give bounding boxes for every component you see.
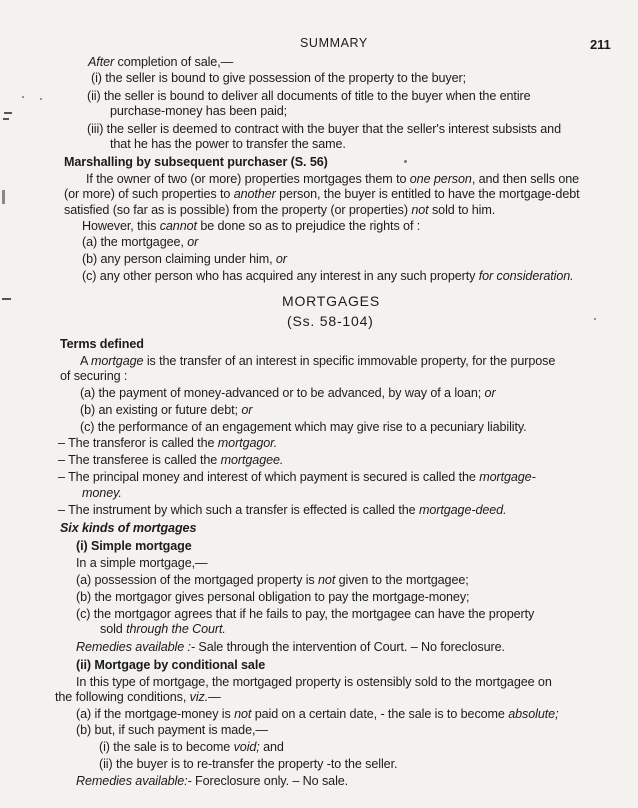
text-segment: (c) the performance of an engagement which may give rise to a pecuniary liability.	[80, 420, 527, 434]
text-line	[80, 402, 252, 418]
text-segment: or	[484, 386, 496, 400]
text-segment: mortgagee.	[220, 453, 284, 467]
text-line	[58, 452, 283, 468]
text-line	[91, 70, 466, 86]
text-segment: —	[208, 690, 221, 704]
scan-speck	[404, 160, 407, 163]
text-segment: paid on a certain date, - the sale is to become	[251, 707, 509, 721]
text-segment: (iii) the seller is deemed to contract with the buyer that the seller's interest subsists and	[87, 122, 561, 136]
text-segment: or	[241, 403, 253, 417]
text-segment: or	[275, 252, 287, 266]
text-segment: (i) the seller is bound to give possession of the property to the buyer;	[91, 71, 467, 85]
text-segment: cannot	[159, 219, 197, 233]
text-segment: MORTGAGES	[282, 293, 380, 309]
text-line	[58, 469, 536, 485]
text-segment: for consideration.	[478, 269, 574, 283]
text-segment: (ii) the buyer is to re-transfer the property -to the seller.	[99, 757, 398, 771]
text-segment: (ii) Mortgage by conditional sale	[76, 658, 266, 672]
text-segment: one person	[409, 172, 472, 186]
text-line	[82, 251, 287, 267]
text-segment: sold to him.	[428, 203, 496, 217]
scan-mark	[2, 298, 11, 300]
text-segment: purchase-money has been paid;	[110, 104, 288, 118]
text-line	[80, 385, 496, 401]
text-segment: – The transferor is called the	[58, 436, 218, 450]
scan-speck	[594, 318, 596, 320]
text-segment: mortgage-deed.	[418, 503, 507, 517]
running-header: SUMMARY	[300, 36, 368, 50]
text-segment: viz.	[189, 690, 209, 704]
text-line	[64, 202, 495, 218]
scan-mark	[3, 118, 9, 120]
text-line	[82, 268, 574, 284]
text-segment: Remedies available :-	[76, 640, 195, 654]
text-segment: Terms defined	[60, 337, 144, 351]
text-segment: sold	[100, 622, 127, 636]
text-segment: Sale through the intervention of Court. – No foreclosure.	[195, 640, 505, 654]
text-segment: (ii) the seller is bound to deliver all documents of title to the buyer when the entire	[87, 89, 531, 103]
text-segment: not	[234, 707, 252, 721]
text-line	[76, 572, 469, 588]
text-line	[60, 368, 127, 384]
text-segment: through the Court.	[126, 622, 226, 636]
text-segment: not	[318, 573, 336, 587]
text-line	[86, 171, 579, 187]
text-segment: void;	[233, 740, 260, 754]
text-line	[76, 538, 192, 554]
text-segment: (Ss. 58-104)	[287, 313, 374, 329]
text-segment: given to the mortgagee;	[335, 573, 469, 587]
text-segment: of securing :	[60, 369, 128, 383]
text-line	[82, 234, 198, 250]
text-line	[88, 54, 233, 70]
text-line	[99, 756, 397, 772]
text-segment: is the transfer of an interest in specific immovable property, for the purpose	[143, 354, 556, 368]
text-line	[110, 103, 287, 119]
text-segment: mortgagor.	[217, 436, 278, 450]
text-segment: not	[411, 203, 429, 217]
text-line	[76, 657, 265, 673]
text-line	[110, 136, 346, 152]
text-segment: (a) the payment of money-advanced or to be advanced, by way of a loan;	[80, 386, 485, 400]
scan-mark	[2, 190, 5, 204]
text-line	[76, 674, 552, 690]
text-segment: – The transferee is called the	[58, 453, 221, 467]
text-segment: Six kinds of mortgages	[60, 521, 197, 535]
text-segment: – The principal money and interest of which payment is secured is called the	[58, 470, 480, 484]
text-segment: satisfied (so far as is possible) from the property (or properties)	[64, 203, 412, 217]
text-line	[64, 154, 328, 170]
text-line	[76, 606, 534, 622]
text-segment: mortgage	[91, 354, 144, 368]
text-segment: (a) possession of the mortgaged property is	[76, 573, 319, 587]
text-line	[64, 186, 580, 202]
text-segment: the following conditions,	[55, 690, 190, 704]
text-segment: (a) if the mortgage-money is	[76, 707, 235, 721]
text-segment: (c) any other person who has acquired any interest in any such property	[82, 269, 479, 283]
text-segment: (i) Simple mortgage	[76, 539, 192, 553]
text-line	[99, 739, 284, 755]
text-segment: and	[259, 740, 284, 754]
text-segment: (b) but, if such payment is made,—	[76, 723, 268, 737]
text-segment: (c) the mortgagor agrees that if he fails to pay, the mortgagee can have the property	[76, 607, 535, 621]
text-segment: In this type of mortgage, the mortgaged property is ostensibly sold to the mortgagee on	[76, 675, 552, 689]
text-segment: A	[80, 354, 92, 368]
text-line	[282, 293, 380, 309]
text-line	[60, 336, 144, 352]
text-segment: (a) the mortgagee,	[82, 235, 188, 249]
text-segment: After	[88, 55, 115, 69]
scan-speck	[40, 98, 42, 100]
text-line	[55, 689, 221, 705]
text-line	[87, 88, 531, 104]
text-line	[76, 589, 469, 605]
text-segment: money.	[82, 486, 122, 500]
text-line	[76, 706, 558, 722]
text-line	[82, 218, 420, 234]
text-segment: , and then sells one	[471, 172, 580, 186]
text-segment: or	[187, 235, 199, 249]
text-line	[76, 639, 505, 655]
text-segment: Foreclosure only. – No sale.	[191, 774, 349, 788]
text-segment: Marshalling by subsequent purchaser (S. 56)	[64, 155, 328, 169]
text-segment: (b) an existing or future debt;	[80, 403, 242, 417]
page-number: 211	[590, 37, 611, 52]
text-line	[58, 435, 277, 451]
text-segment: If the owner of two (or more) properties mortgages them to	[86, 172, 410, 186]
text-line	[100, 621, 226, 637]
scan-speck	[22, 96, 24, 98]
text-line	[287, 313, 374, 329]
text-line	[80, 419, 527, 435]
scan-mark	[4, 112, 12, 114]
text-segment: (b) any person claiming under him,	[82, 252, 276, 266]
text-segment: person, the buyer is entitled to have the mortgage-debt	[275, 187, 580, 201]
text-line	[80, 353, 555, 369]
text-line	[76, 722, 268, 738]
text-segment: mortgage-	[479, 470, 536, 484]
text-line	[82, 485, 122, 501]
text-segment: completion of sale,—	[114, 55, 234, 69]
text-line	[76, 555, 208, 571]
text-segment: that he has the power to transfer the same.	[110, 137, 346, 151]
text-line	[87, 121, 561, 137]
text-segment: However, this	[82, 219, 160, 233]
text-line	[58, 502, 506, 518]
text-segment: In a simple mortgage,—	[76, 556, 208, 570]
text-line	[76, 773, 348, 789]
text-line	[60, 520, 196, 536]
text-segment: Remedies available:-	[76, 774, 192, 788]
text-segment: (i) the sale is to become	[99, 740, 234, 754]
text-segment: be done so as to prejudice the rights of :	[196, 219, 421, 233]
text-segment: (or more) of such properties to	[64, 187, 234, 201]
text-segment: absolute;	[508, 707, 559, 721]
text-segment: (b) the mortgagor gives personal obligation to pay the mortgage-money;	[76, 590, 470, 604]
text-segment: another	[233, 187, 276, 201]
text-segment: – The instrument by which such a transfer is effected is called the	[58, 503, 419, 517]
